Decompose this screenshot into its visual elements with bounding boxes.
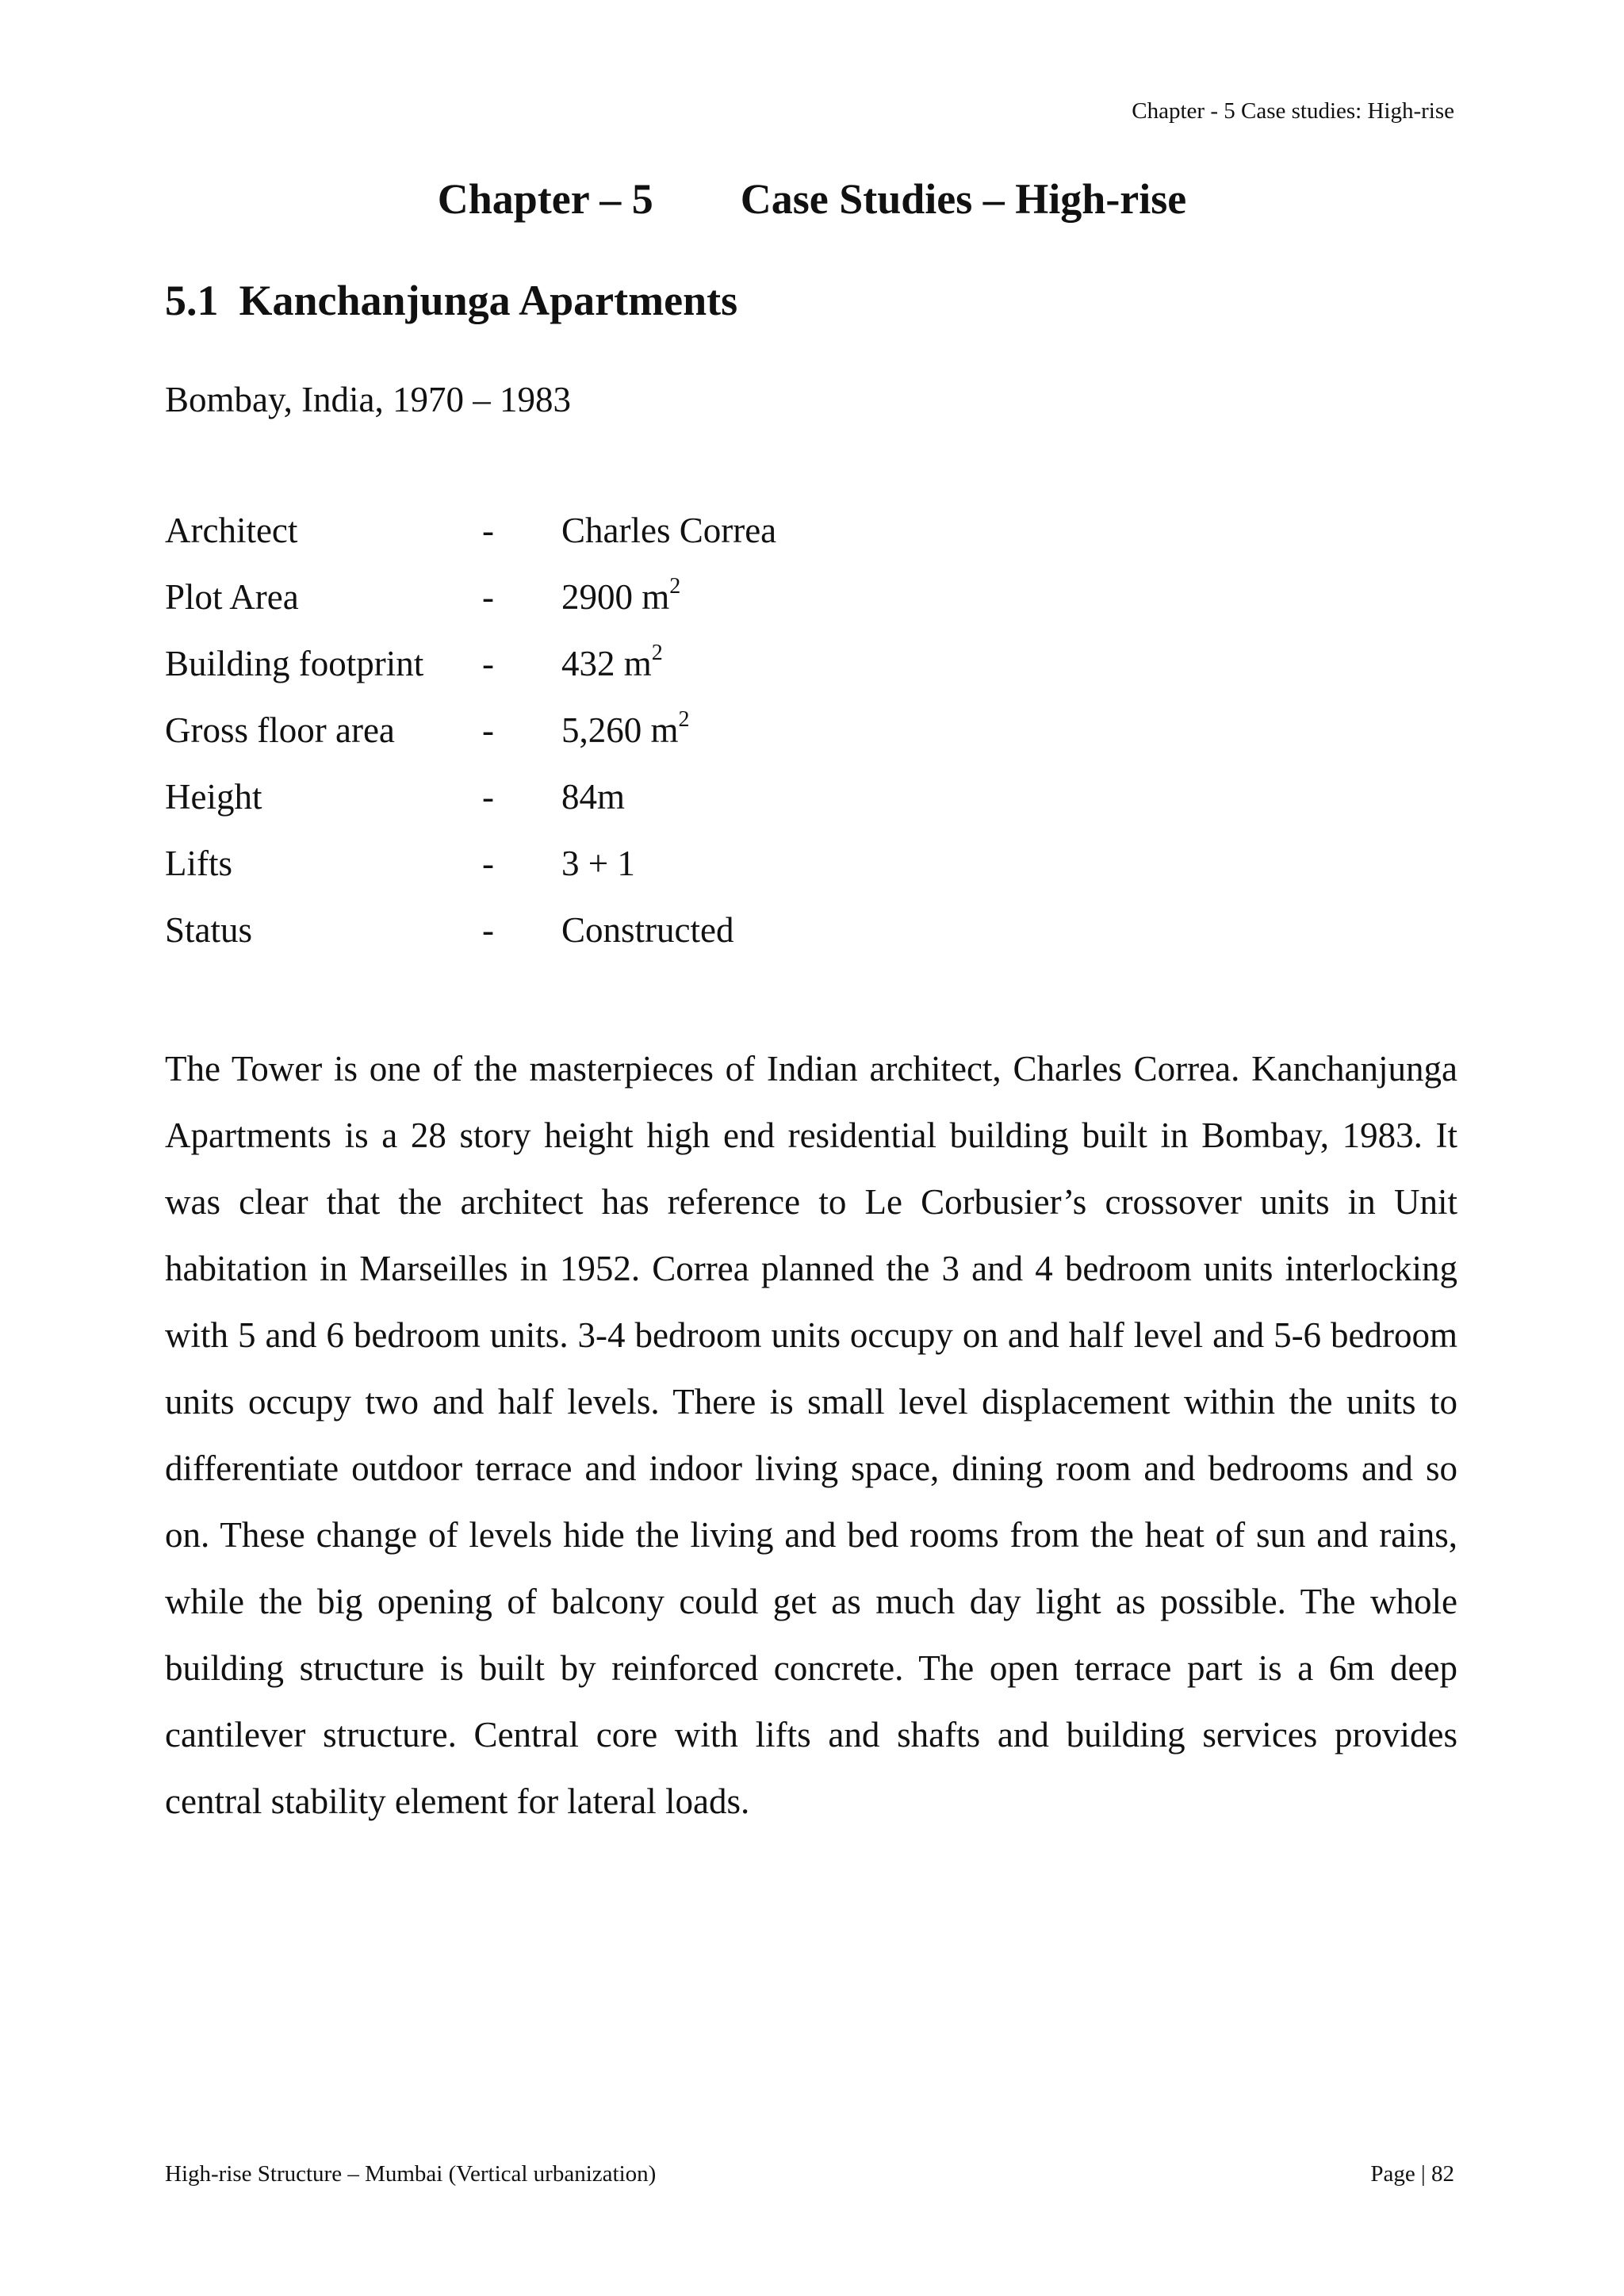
chapter-number: Chapter – 5 xyxy=(437,175,653,223)
footer-document-title: High-rise Structure – Mumbai (Vertical urbanization) xyxy=(165,2161,657,2187)
fact-label: Status xyxy=(165,910,253,950)
fact-value: Charles Correa xyxy=(561,511,777,550)
unit-superscript: 2 xyxy=(669,574,681,599)
fact-separator: - xyxy=(482,710,494,750)
footer-page-number: Page | 82 xyxy=(1370,2161,1454,2187)
fact-separator: - xyxy=(482,644,494,683)
fact-separator: - xyxy=(482,777,494,817)
project-location: Bombay, India, 1970 – 1983 xyxy=(165,380,572,419)
fact-value: Constructed xyxy=(561,910,734,950)
fact-label: Lifts xyxy=(165,844,232,883)
fact-label: Gross floor area xyxy=(165,710,395,750)
section-number: 5.1 xyxy=(165,277,219,324)
fact-value: 84m xyxy=(561,777,626,817)
fact-value: 432 $m^2$ xyxy=(561,641,663,683)
chapter-title xyxy=(0,171,1624,227)
fact-separator: - xyxy=(482,511,494,550)
section-heading xyxy=(165,273,737,328)
body-paragraph: The Tower is one of the masterpieces of Indian architect, Charles Correa. Kanchanjunga Apartments is a 28 story height high end residential building built in Bombay, 1983. It was clear that the architect has reference to Le Corbusier’s crossover units in Unit habitation in Marseilles in 1952. Correa planned the 3 and 4 bedroom units interlocking with 5 and 6 bedroom units. 3-4 bedroom units occupy on and half level and 5-6 bedroom units occupy two and half levels. There is small level displacement within the units to differentiate outdoor terrace and indoor living space, dining room and bedrooms and so on. These change of levels hide the living and bed rooms from the heat of sun and rains, while the big opening of balcony could get as much day light as possible. The whole building structure is built by reinforced concrete. The open terrace part is a 6m deep cantilever structure. Central core with lifts and shafts and building services provides central stability element for lateral loads. xyxy=(165,1049,1457,1821)
fact-value: 2900 $m^2$ xyxy=(561,574,681,617)
fact-separator: - xyxy=(482,844,494,883)
section-name: Kanchanjunga Apartments xyxy=(239,277,738,324)
running-header: Chapter - 5 Case studies: High-rise xyxy=(1132,98,1454,124)
fact-label: Building footprint xyxy=(165,644,424,683)
fact-value: 3 + 1 xyxy=(561,844,635,883)
fact-label: Plot Area xyxy=(165,577,299,617)
unit-superscript: 2 xyxy=(678,707,690,732)
fact-label: Architect xyxy=(165,511,298,550)
fact-separator: - xyxy=(482,910,494,950)
chapter-name: Case Studies – High-rise xyxy=(740,175,1187,223)
unit-superscript: 2 xyxy=(651,641,663,665)
fact-label: Height xyxy=(165,777,262,817)
fact-value: 5,260 $m^2$ xyxy=(561,707,690,750)
fact-separator: - xyxy=(482,577,494,617)
